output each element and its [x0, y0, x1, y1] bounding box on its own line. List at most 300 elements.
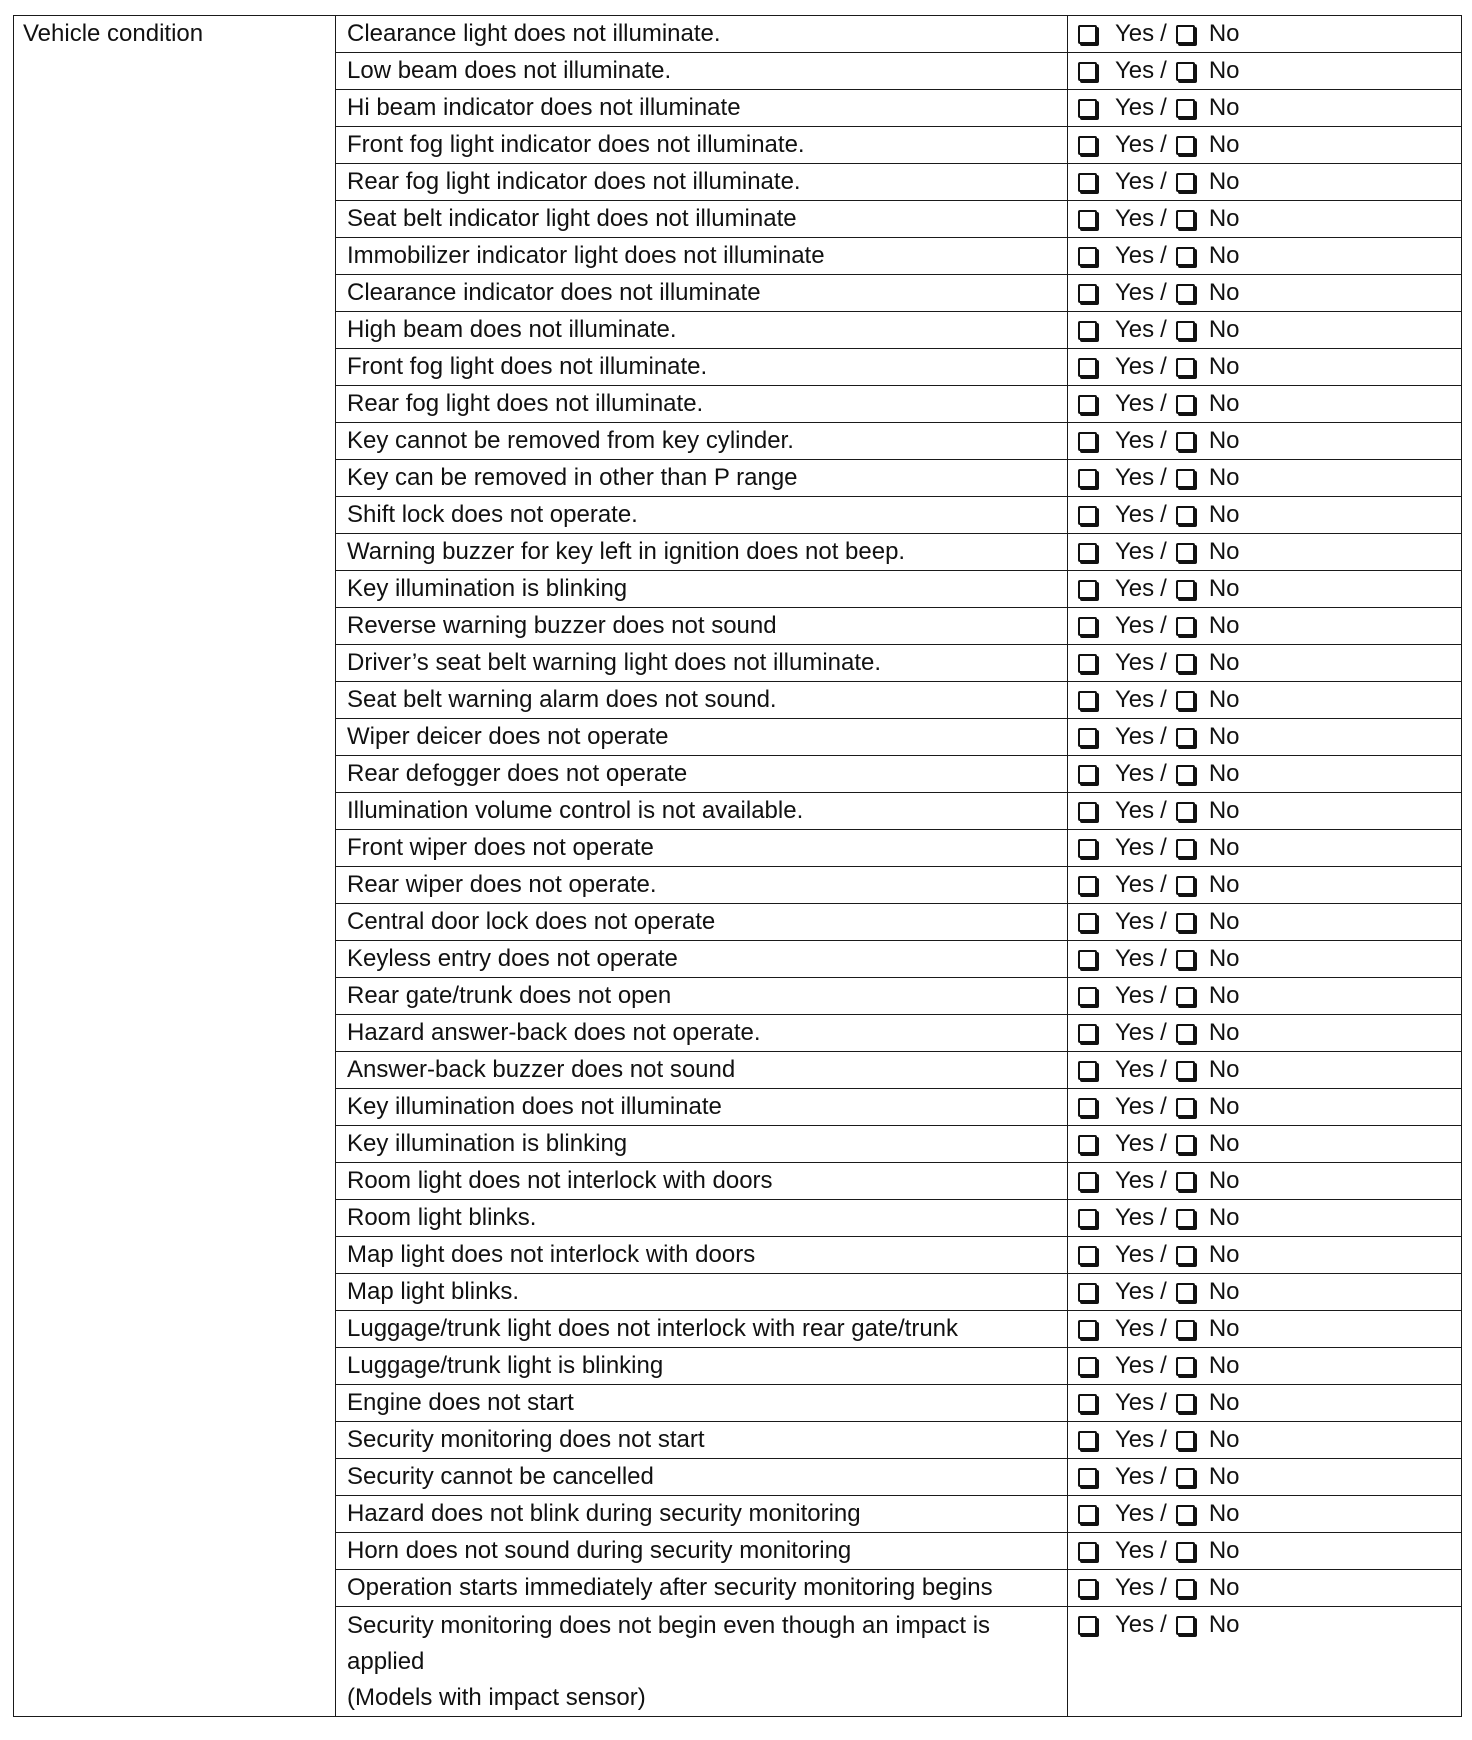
- yes-no-choice: [1068, 275, 1462, 312]
- condition-text: Hazard answer-back does not operate.: [336, 1015, 1068, 1052]
- yes-label: Yes: [1115, 94, 1155, 121]
- yes-no-group: [1078, 423, 1461, 459]
- yes-no-group: [1078, 1052, 1461, 1088]
- yes-no-group: [1078, 1348, 1461, 1384]
- yes-no-group: [1078, 534, 1461, 570]
- no-label: No: [1208, 760, 1240, 787]
- yes-checkbox[interactable]: [1078, 913, 1097, 932]
- no-checkbox[interactable]: [1176, 765, 1195, 784]
- yes-no-separator: /: [1160, 538, 1167, 565]
- condition-text: Map light does not interlock with doors: [336, 1237, 1068, 1274]
- yes-no-group: [1078, 571, 1461, 607]
- yes-no-choice: [1068, 534, 1462, 571]
- no-checkbox[interactable]: [1176, 1172, 1195, 1191]
- yes-no-group: [1078, 90, 1461, 126]
- no-label: No: [1208, 538, 1240, 565]
- no-checkbox[interactable]: [1176, 728, 1195, 747]
- yes-checkbox[interactable]: [1078, 99, 1097, 118]
- yes-checkbox[interactable]: [1078, 25, 1097, 44]
- yes-checkbox[interactable]: [1078, 765, 1097, 784]
- no-label: No: [1208, 982, 1240, 1009]
- yes-label: Yes: [1115, 760, 1155, 787]
- no-label: No: [1208, 1500, 1240, 1527]
- yes-no-separator: /: [1160, 1463, 1167, 1490]
- yes-no-group: [1078, 1570, 1461, 1606]
- no-checkbox[interactable]: [1176, 839, 1195, 858]
- yes-label: Yes: [1115, 1426, 1155, 1453]
- yes-no-choice: [1068, 1607, 1462, 1717]
- no-label: No: [1208, 427, 1240, 454]
- yes-checkbox[interactable]: [1078, 136, 1097, 155]
- condition-text-multiline: [336, 1607, 1068, 1717]
- condition-text: Clearance light does not illuminate.: [336, 16, 1068, 53]
- yes-no-choice: [1068, 682, 1462, 719]
- no-checkbox[interactable]: [1176, 321, 1195, 340]
- yes-no-choice: [1068, 830, 1462, 867]
- yes-no-choice: [1068, 164, 1462, 201]
- no-label: No: [1208, 57, 1240, 84]
- condition-text: Rear wiper does not operate.: [336, 867, 1068, 904]
- condition-text: Keyless entry does not operate: [336, 941, 1068, 978]
- yes-checkbox[interactable]: [1078, 950, 1097, 969]
- no-label: No: [1208, 168, 1240, 195]
- yes-checkbox[interactable]: [1078, 506, 1097, 525]
- no-checkbox[interactable]: [1176, 580, 1195, 599]
- yes-no-group: [1078, 16, 1461, 52]
- yes-no-separator: /: [1160, 94, 1167, 121]
- no-label: No: [1208, 612, 1240, 639]
- yes-no-separator: /: [1160, 131, 1167, 158]
- yes-no-choice: [1068, 571, 1462, 608]
- yes-no-separator: /: [1160, 1611, 1167, 1638]
- yes-no-group: [1078, 793, 1461, 829]
- yes-no-group: [1078, 1237, 1461, 1273]
- yes-label: Yes: [1115, 427, 1155, 454]
- yes-no-group: [1078, 867, 1461, 903]
- no-label: No: [1208, 1093, 1240, 1120]
- yes-no-separator: /: [1160, 1389, 1167, 1416]
- condition-text: Room light does not interlock with doors: [336, 1163, 1068, 1200]
- yes-checkbox[interactable]: [1078, 617, 1097, 636]
- yes-no-choice: [1068, 53, 1462, 90]
- no-checkbox[interactable]: [1176, 1024, 1195, 1043]
- yes-label: Yes: [1115, 57, 1155, 84]
- yes-no-choice: [1068, 1200, 1462, 1237]
- yes-no-group: [1078, 608, 1461, 644]
- no-checkbox[interactable]: [1176, 617, 1195, 636]
- no-checkbox[interactable]: [1176, 358, 1195, 377]
- yes-no-separator: /: [1160, 649, 1167, 676]
- no-checkbox[interactable]: [1176, 1209, 1195, 1228]
- yes-no-separator: /: [1160, 1537, 1167, 1564]
- condition-text: Illumination volume control is not available.: [336, 793, 1068, 830]
- condition-text: Front fog light does not illuminate.: [336, 349, 1068, 386]
- yes-checkbox[interactable]: [1078, 987, 1097, 1006]
- yes-label: Yes: [1115, 575, 1155, 602]
- yes-label: Yes: [1115, 1389, 1155, 1416]
- yes-no-group: [1078, 756, 1461, 792]
- yes-no-choice: [1068, 1126, 1462, 1163]
- yes-checkbox[interactable]: [1078, 1579, 1097, 1598]
- yes-checkbox[interactable]: [1078, 1505, 1097, 1524]
- yes-no-group: [1078, 460, 1461, 496]
- no-checkbox[interactable]: [1176, 173, 1195, 192]
- no-label: No: [1208, 1204, 1240, 1231]
- no-label: No: [1208, 1574, 1240, 1601]
- no-label: No: [1208, 205, 1240, 232]
- yes-no-separator: /: [1160, 427, 1167, 454]
- yes-no-group: [1078, 53, 1461, 89]
- no-checkbox[interactable]: [1176, 691, 1195, 710]
- yes-label: Yes: [1115, 20, 1155, 47]
- yes-no-choice: [1068, 1422, 1462, 1459]
- condition-text: Clearance indicator does not illuminate: [336, 275, 1068, 312]
- yes-checkbox[interactable]: [1078, 321, 1097, 340]
- no-checkbox[interactable]: [1176, 1468, 1195, 1487]
- condition-text: Seat belt indicator light does not illuminate: [336, 201, 1068, 238]
- yes-no-group: [1078, 386, 1461, 422]
- yes-no-separator: /: [1160, 1204, 1167, 1231]
- yes-no-group: [1078, 719, 1461, 755]
- yes-no-choice: [1068, 386, 1462, 423]
- yes-no-choice: [1068, 460, 1462, 497]
- yes-checkbox[interactable]: [1078, 728, 1097, 747]
- yes-label: Yes: [1115, 205, 1155, 232]
- yes-no-separator: /: [1160, 982, 1167, 1009]
- yes-checkbox[interactable]: [1078, 1061, 1097, 1080]
- condition-line: applied: [347, 1648, 425, 1675]
- yes-no-separator: /: [1160, 390, 1167, 417]
- no-checkbox[interactable]: [1176, 1320, 1195, 1339]
- yes-checkbox[interactable]: [1078, 1172, 1097, 1191]
- yes-no-group: [1078, 127, 1461, 163]
- yes-checkbox[interactable]: [1078, 210, 1097, 229]
- yes-no-group: [1078, 497, 1461, 533]
- no-label: No: [1208, 1167, 1240, 1194]
- yes-no-choice: [1068, 349, 1462, 386]
- condition-text: Front wiper does not operate: [336, 830, 1068, 867]
- yes-no-choice: [1068, 1089, 1462, 1126]
- yes-no-separator: /: [1160, 57, 1167, 84]
- condition-text: Driver’s seat belt warning light does not illuminate.: [336, 645, 1068, 682]
- no-checkbox[interactable]: [1176, 1246, 1195, 1265]
- no-label: No: [1208, 1315, 1240, 1342]
- yes-checkbox[interactable]: [1078, 802, 1097, 821]
- yes-label: Yes: [1115, 390, 1155, 417]
- no-checkbox[interactable]: [1176, 1505, 1195, 1524]
- table-body: [14, 16, 1462, 1717]
- condition-text: Key illumination is blinking: [336, 571, 1068, 608]
- yes-no-separator: /: [1160, 1278, 1167, 1305]
- yes-no-group: [1078, 275, 1461, 311]
- no-checkbox[interactable]: [1176, 432, 1195, 451]
- yes-no-choice: [1068, 1496, 1462, 1533]
- yes-no-separator: /: [1160, 797, 1167, 824]
- category-label: Vehicle condition: [14, 16, 336, 1717]
- yes-checkbox[interactable]: [1078, 469, 1097, 488]
- yes-no-choice: [1068, 1570, 1462, 1607]
- yes-no-choice: [1068, 312, 1462, 349]
- yes-label: Yes: [1115, 982, 1155, 1009]
- no-label: No: [1208, 316, 1240, 343]
- no-label: No: [1208, 1389, 1240, 1416]
- yes-label: Yes: [1115, 501, 1155, 528]
- condition-text: Reverse warning buzzer does not sound: [336, 608, 1068, 645]
- yes-checkbox[interactable]: [1078, 1209, 1097, 1228]
- no-checkbox[interactable]: [1176, 1357, 1195, 1376]
- yes-no-group: [1078, 978, 1461, 1014]
- yes-label: Yes: [1115, 1463, 1155, 1490]
- no-checkbox[interactable]: [1176, 1098, 1195, 1117]
- yes-no-separator: /: [1160, 1574, 1167, 1601]
- yes-label: Yes: [1115, 1278, 1155, 1305]
- condition-text: Security monitoring does not start: [336, 1422, 1068, 1459]
- yes-checkbox[interactable]: [1078, 580, 1097, 599]
- yes-no-separator: /: [1160, 1241, 1167, 1268]
- yes-label: Yes: [1115, 242, 1155, 269]
- yes-no-separator: /: [1160, 1167, 1167, 1194]
- yes-checkbox[interactable]: [1078, 1542, 1097, 1561]
- yes-no-group: [1078, 1015, 1461, 1051]
- no-label: No: [1208, 1056, 1240, 1083]
- yes-no-separator: /: [1160, 575, 1167, 602]
- no-label: No: [1208, 94, 1240, 121]
- yes-no-group: [1078, 1459, 1461, 1495]
- condition-text: Map light blinks.: [336, 1274, 1068, 1311]
- yes-no-group: [1078, 941, 1461, 977]
- yes-no-choice: [1068, 1015, 1462, 1052]
- no-checkbox[interactable]: [1176, 1579, 1195, 1598]
- no-checkbox[interactable]: [1176, 1616, 1195, 1635]
- yes-no-separator: /: [1160, 1130, 1167, 1157]
- yes-no-group: [1078, 645, 1461, 681]
- yes-no-separator: /: [1160, 501, 1167, 528]
- yes-label: Yes: [1115, 1204, 1155, 1231]
- yes-label: Yes: [1115, 1019, 1155, 1046]
- yes-checkbox[interactable]: [1078, 1024, 1097, 1043]
- yes-no-separator: /: [1160, 1500, 1167, 1527]
- no-checkbox[interactable]: [1176, 950, 1195, 969]
- condition-text: Key cannot be removed from key cylinder.: [336, 423, 1068, 460]
- yes-no-group: [1078, 1126, 1461, 1162]
- condition-text: Room light blinks.: [336, 1200, 1068, 1237]
- yes-no-choice: [1068, 1533, 1462, 1570]
- yes-no-group: [1078, 238, 1461, 274]
- condition-text: Rear defogger does not operate: [336, 756, 1068, 793]
- yes-label: Yes: [1115, 1056, 1155, 1083]
- yes-checkbox[interactable]: [1078, 395, 1097, 414]
- yes-label: Yes: [1115, 1130, 1155, 1157]
- yes-label: Yes: [1115, 834, 1155, 861]
- yes-label: Yes: [1115, 316, 1155, 343]
- yes-checkbox[interactable]: [1078, 432, 1097, 451]
- yes-label: Yes: [1115, 945, 1155, 972]
- yes-no-group: [1078, 904, 1461, 940]
- yes-no-choice: [1068, 978, 1462, 1015]
- no-checkbox[interactable]: [1176, 1542, 1195, 1561]
- yes-label: Yes: [1115, 686, 1155, 713]
- yes-label: Yes: [1115, 1537, 1155, 1564]
- no-label: No: [1208, 575, 1240, 602]
- yes-checkbox[interactable]: [1078, 1468, 1097, 1487]
- yes-no-separator: /: [1160, 1315, 1167, 1342]
- no-label: No: [1208, 686, 1240, 713]
- yes-no-group: [1078, 1311, 1461, 1347]
- yes-no-choice: [1068, 904, 1462, 941]
- condition-text: Wiper deicer does not operate: [336, 719, 1068, 756]
- no-checkbox[interactable]: [1176, 1431, 1195, 1450]
- yes-label: Yes: [1115, 538, 1155, 565]
- no-label: No: [1208, 353, 1240, 380]
- no-checkbox[interactable]: [1176, 987, 1195, 1006]
- yes-no-group: [1078, 830, 1461, 866]
- no-label: No: [1208, 797, 1240, 824]
- no-label: No: [1208, 945, 1240, 972]
- yes-no-choice: [1068, 1052, 1462, 1089]
- no-checkbox[interactable]: [1176, 802, 1195, 821]
- yes-no-choice: [1068, 719, 1462, 756]
- yes-no-group: [1078, 1422, 1461, 1458]
- no-checkbox[interactable]: [1176, 654, 1195, 673]
- yes-checkbox[interactable]: [1078, 876, 1097, 895]
- yes-no-separator: /: [1160, 1019, 1167, 1046]
- condition-text: High beam does not illuminate.: [336, 312, 1068, 349]
- no-checkbox[interactable]: [1176, 1061, 1195, 1080]
- yes-no-separator: /: [1160, 760, 1167, 787]
- yes-no-separator: /: [1160, 464, 1167, 491]
- yes-checkbox[interactable]: [1078, 654, 1097, 673]
- yes-checkbox[interactable]: [1078, 1098, 1097, 1117]
- condition-text: Key can be removed in other than P range: [336, 460, 1068, 497]
- no-label: No: [1208, 390, 1240, 417]
- no-checkbox[interactable]: [1176, 210, 1195, 229]
- no-label: No: [1208, 871, 1240, 898]
- no-checkbox[interactable]: [1176, 506, 1195, 525]
- no-checkbox[interactable]: [1176, 469, 1195, 488]
- yes-checkbox[interactable]: [1078, 1283, 1097, 1302]
- yes-checkbox[interactable]: [1078, 1135, 1097, 1154]
- condition-text: Luggage/trunk light is blinking: [336, 1348, 1068, 1385]
- condition-text: Luggage/trunk light does not interlock with rear gate/trunk: [336, 1311, 1068, 1348]
- yes-no-group: [1078, 1533, 1461, 1569]
- no-checkbox[interactable]: [1176, 25, 1195, 44]
- condition-text: Low beam does not illuminate.: [336, 53, 1068, 90]
- yes-label: Yes: [1115, 1315, 1155, 1342]
- condition-text: Key illumination is blinking: [336, 1126, 1068, 1163]
- no-checkbox[interactable]: [1176, 1283, 1195, 1302]
- condition-text: Rear fog light indicator does not illuminate.: [336, 164, 1068, 201]
- yes-no-choice: [1068, 16, 1462, 53]
- yes-label: Yes: [1115, 168, 1155, 195]
- condition-text: Rear gate/trunk does not open: [336, 978, 1068, 1015]
- yes-label: Yes: [1115, 908, 1155, 935]
- yes-checkbox[interactable]: [1078, 284, 1097, 303]
- yes-label: Yes: [1115, 1574, 1155, 1601]
- no-checkbox[interactable]: [1176, 543, 1195, 562]
- no-label: No: [1208, 501, 1240, 528]
- no-label: No: [1208, 723, 1240, 750]
- yes-label: Yes: [1115, 723, 1155, 750]
- no-checkbox[interactable]: [1176, 284, 1195, 303]
- yes-label: Yes: [1115, 649, 1155, 676]
- yes-checkbox[interactable]: [1078, 1394, 1097, 1413]
- no-checkbox[interactable]: [1176, 99, 1195, 118]
- yes-no-choice: [1068, 90, 1462, 127]
- yes-no-group: [1078, 682, 1461, 718]
- condition-text: Engine does not start: [336, 1385, 1068, 1422]
- no-checkbox[interactable]: [1176, 1135, 1195, 1154]
- yes-checkbox[interactable]: [1078, 691, 1097, 710]
- no-checkbox[interactable]: [1176, 247, 1195, 266]
- no-label: No: [1208, 1278, 1240, 1305]
- no-label: No: [1208, 242, 1240, 269]
- yes-no-choice: [1068, 201, 1462, 238]
- yes-checkbox[interactable]: [1078, 1246, 1097, 1265]
- yes-no-choice: [1068, 423, 1462, 460]
- yes-label: Yes: [1115, 871, 1155, 898]
- yes-no-separator: /: [1160, 242, 1167, 269]
- yes-label: Yes: [1115, 1611, 1155, 1638]
- yes-no-separator: /: [1160, 834, 1167, 861]
- condition-line: (Models with impact sensor): [347, 1684, 646, 1711]
- yes-no-separator: /: [1160, 168, 1167, 195]
- yes-no-separator: /: [1160, 205, 1167, 232]
- yes-label: Yes: [1115, 1093, 1155, 1120]
- yes-no-separator: /: [1160, 353, 1167, 380]
- no-label: No: [1208, 649, 1240, 676]
- yes-no-separator: /: [1160, 316, 1167, 343]
- yes-checkbox[interactable]: [1078, 543, 1097, 562]
- no-label: No: [1208, 1426, 1240, 1453]
- yes-no-separator: /: [1160, 871, 1167, 898]
- yes-no-group: [1078, 1163, 1461, 1199]
- no-checkbox[interactable]: [1176, 876, 1195, 895]
- condition-text: Hazard does not blink during security monitoring: [336, 1496, 1068, 1533]
- no-label: No: [1208, 131, 1240, 158]
- yes-no-group: [1078, 1385, 1461, 1421]
- yes-checkbox[interactable]: [1078, 839, 1097, 858]
- condition-text: Immobilizer indicator light does not illuminate: [336, 238, 1068, 275]
- yes-checkbox[interactable]: [1078, 1357, 1097, 1376]
- yes-checkbox[interactable]: [1078, 173, 1097, 192]
- no-label: No: [1208, 1611, 1240, 1638]
- yes-label: Yes: [1115, 131, 1155, 158]
- yes-checkbox[interactable]: [1078, 1616, 1097, 1635]
- yes-checkbox[interactable]: [1078, 1431, 1097, 1450]
- yes-no-separator: /: [1160, 1056, 1167, 1083]
- yes-no-choice: [1068, 756, 1462, 793]
- yes-no-group: [1078, 1607, 1461, 1643]
- yes-no-choice: [1068, 1311, 1462, 1348]
- yes-checkbox[interactable]: [1078, 1320, 1097, 1339]
- no-checkbox[interactable]: [1176, 62, 1195, 81]
- yes-label: Yes: [1115, 464, 1155, 491]
- no-label: No: [1208, 464, 1240, 491]
- yes-checkbox[interactable]: [1078, 247, 1097, 266]
- no-label: No: [1208, 279, 1240, 306]
- no-checkbox[interactable]: [1176, 136, 1195, 155]
- yes-checkbox[interactable]: [1078, 358, 1097, 377]
- no-checkbox[interactable]: [1176, 395, 1195, 414]
- condition-text: Rear fog light does not illuminate.: [336, 386, 1068, 423]
- yes-no-separator: /: [1160, 612, 1167, 639]
- no-label: No: [1208, 1463, 1240, 1490]
- yes-label: Yes: [1115, 612, 1155, 639]
- yes-checkbox[interactable]: [1078, 62, 1097, 81]
- no-checkbox[interactable]: [1176, 913, 1195, 932]
- no-checkbox[interactable]: [1176, 1394, 1195, 1413]
- no-label: No: [1208, 908, 1240, 935]
